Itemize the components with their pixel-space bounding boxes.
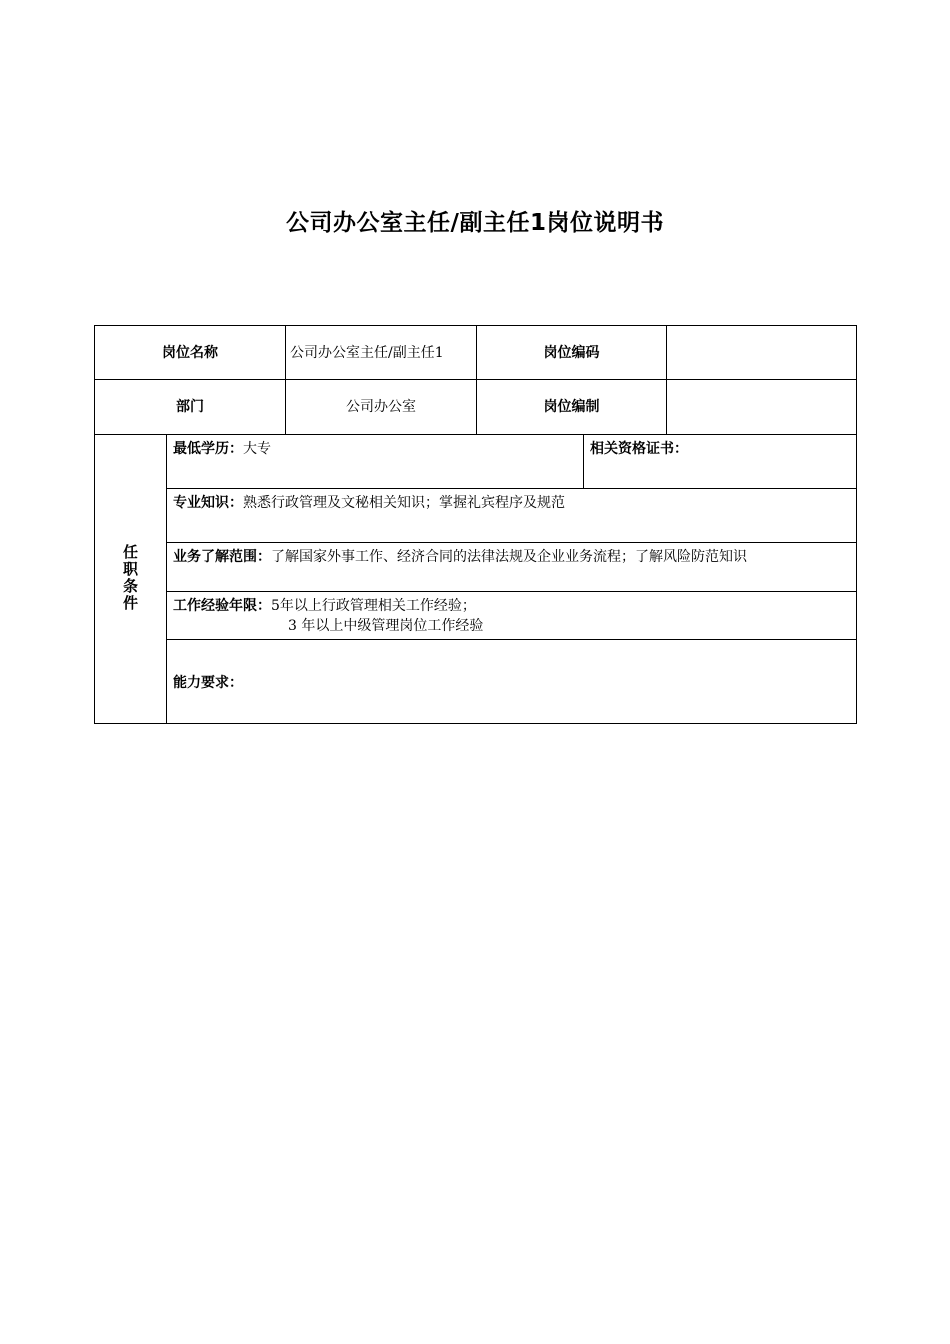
department-label: 部门 [95,380,286,435]
job-description-table [94,325,857,724]
experience-value-1: 5年以上行政管理相关工作经验； [271,598,476,614]
table-row-position [95,326,857,380]
certificate-label: 相关资格证书： [590,441,688,457]
table-row-business-scope [95,543,857,592]
education-cell [167,435,584,489]
knowledge-label: 专业知识： [173,495,243,511]
experience-line-1 [173,596,850,616]
page-title: 公司办公室主任/副主任1岗位说明书 [286,210,664,236]
knowledge-cell [167,489,857,543]
requirements-section-text: 任职条件 [122,543,138,612]
department-value: 公司办公室 [286,380,477,435]
position-name-value: 公司办公室主任/副主任1 [286,326,477,380]
experience-cell [167,592,857,640]
business-scope-value: 了解国家外事工作、经济合同的法律法规及企业业务流程；了解风险防范知识 [271,549,747,565]
ability-cell [167,640,857,724]
table-row-ability [95,640,857,724]
position-code-value [667,326,857,380]
table-row-knowledge [95,489,857,543]
position-quota-value [667,380,857,435]
position-name-label: 岗位名称 [95,326,286,380]
table-row-education [95,435,857,489]
business-scope-label: 业务了解范围： [173,549,271,565]
certificate-cell [584,435,857,489]
position-quota-label: 岗位编制 [477,380,667,435]
table-row-experience [95,592,857,640]
knowledge-value: 熟悉行政管理及文秘相关知识；掌握礼宾程序及规范 [243,495,565,511]
education-label: 最低学历： [173,441,243,457]
table-row-department [95,380,857,435]
experience-value-2: 3 年以上中级管理岗位工作经验 [288,618,484,634]
ability-label: 能力要求： [173,674,243,691]
experience-label: 工作经验年限： [173,598,271,614]
education-value: 大专 [243,441,271,457]
position-code-label: 岗位编码 [477,326,667,380]
business-scope-cell [167,543,857,592]
requirements-section-label [95,435,167,724]
